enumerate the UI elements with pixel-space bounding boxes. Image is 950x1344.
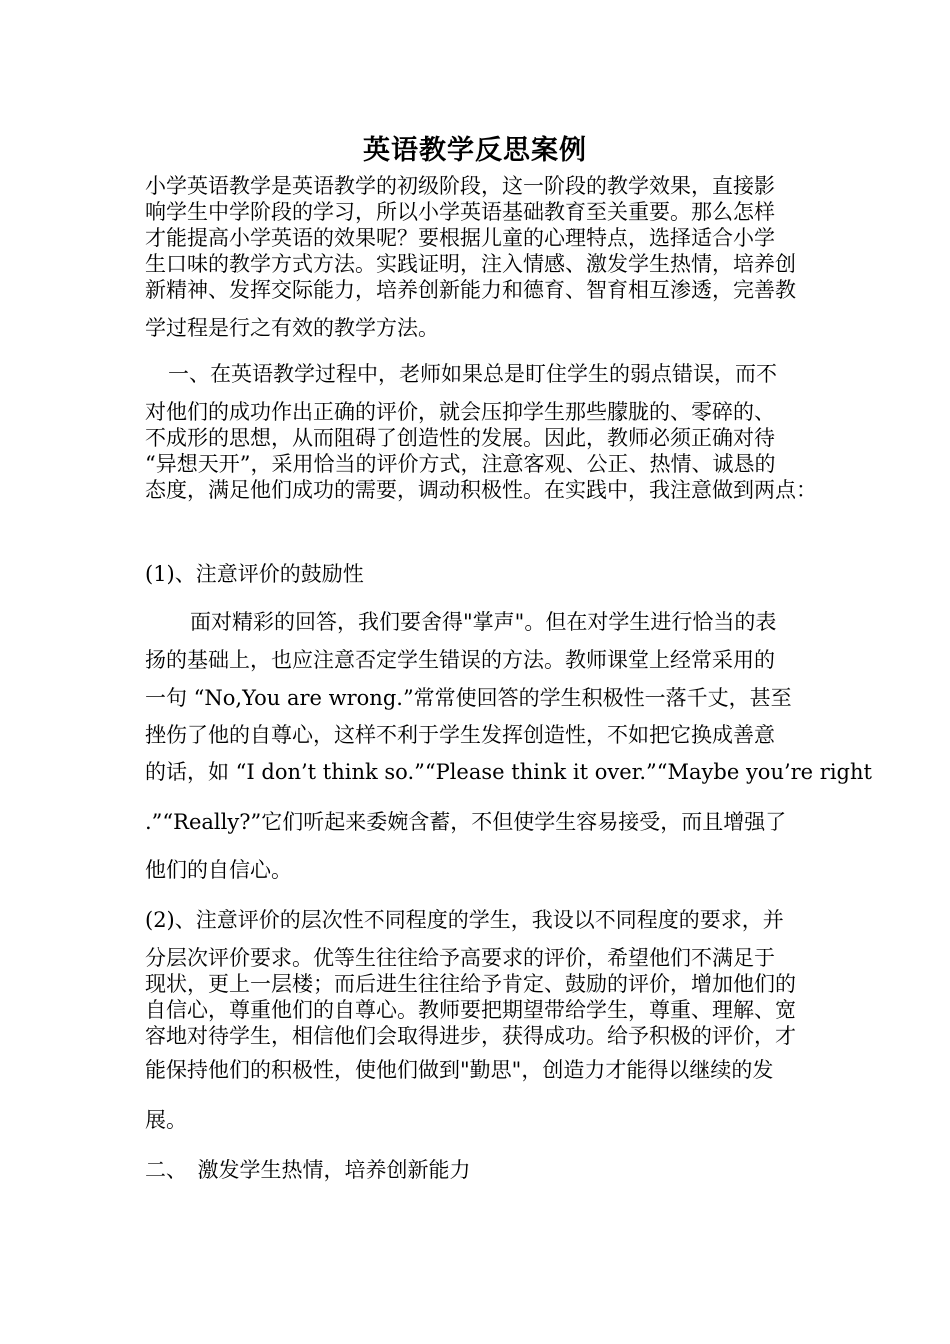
point1-line: 面对精彩的回答，我们要舍得"掌声"。但在对学生进行恰当的表 — [190, 610, 777, 634]
point2-line: 展。 — [145, 1108, 187, 1132]
intro-line: 小学英语教学是英语教学的初级阶段，这一阶段的教学效果，直接影 — [145, 174, 775, 198]
point2-line: 能保持他们的积极性，使他们做到"勤思"，创造力才能得以继续的发 — [145, 1058, 774, 1082]
point1-line: 一句 “No,You are wrong.”常常使回答的学生积极性一落千丈，甚至 — [145, 686, 792, 710]
document-title: 英语教学反思案例 — [363, 135, 587, 166]
point1-line: 的话，如 “I don’t think so.”“Please think it over.”“Maybe you’re right — [145, 760, 872, 784]
point2-line: 容地对待学生，相信他们会取得进步，获得成功。给予积极的评价，才 — [145, 1024, 796, 1048]
intro-line: 新精神、发挥交际能力，培养创新能力和德育、智育相互渗透，完善教 — [145, 278, 796, 302]
point2-line: 分层次评价要求。优等生往往给予高要求的评价，希望他们不满足于 — [145, 946, 775, 970]
intro-line: 学过程是行之有效的教学方法。 — [145, 316, 439, 340]
section1-line: 对他们的成功作出正确的评价，就会压抑学生那些朦胧的、零碎的、 — [145, 400, 775, 424]
section1-line: “异想天开”，采用恰当的评价方式，注意客观、公正、热情、诚恳的 — [145, 452, 776, 476]
point2-line: (2)、注意评价的层次性不同程度的学生，我设以不同程度的要求，并 — [145, 908, 784, 932]
section1-line: 态度，满足他们成功的需要，调动积极性。在实践中，我注意做到两点： — [145, 478, 817, 502]
point1-line: 挫伤了他的自尊心，这样不利于学生发挥创造性，不如把它换成善意 — [145, 723, 775, 747]
section1-line: 不成形的思想，从而阻碍了创造性的发展。因此，教师必须正确对待 — [145, 426, 775, 450]
point1-heading: (1)、注意评价的鼓励性 — [145, 562, 364, 586]
point1-line: 扬的基础上，也应注意否定学生错误的方法。教师课堂上经常采用的 — [145, 648, 775, 672]
intro-line: 响学生中学阶段的学习，所以小学英语基础教育至关重要。那么怎样 — [145, 200, 775, 224]
intro-line: 生口味的教学方式方法。实践证明，注入情感、激发学生热情，培养创 — [145, 252, 796, 276]
point2-line: 自信心，尊重他们的自尊心。教师要把期望带给学生，尊重、理解、宽 — [145, 998, 796, 1022]
point2-line: 现状，更上一层楼；而后进生往往给予肯定、鼓励的评价，增加他们的 — [145, 972, 796, 996]
intro-line: 才能提高小学英语的效果呢？要根据儿童的心理特点，选择适合小学 — [145, 226, 775, 250]
section1-line: 一、在英语教学过程中，老师如果总是盯住学生的弱点错误，而不 — [168, 362, 777, 386]
point1-line: 他们的自信心。 — [145, 858, 292, 882]
point1-line: .”“Really?”它们听起来委婉含蓄，不但使学生容易接受，而且增强了 — [145, 810, 787, 834]
section2-heading: 二、 激发学生热情，培养创新能力 — [145, 1158, 471, 1182]
